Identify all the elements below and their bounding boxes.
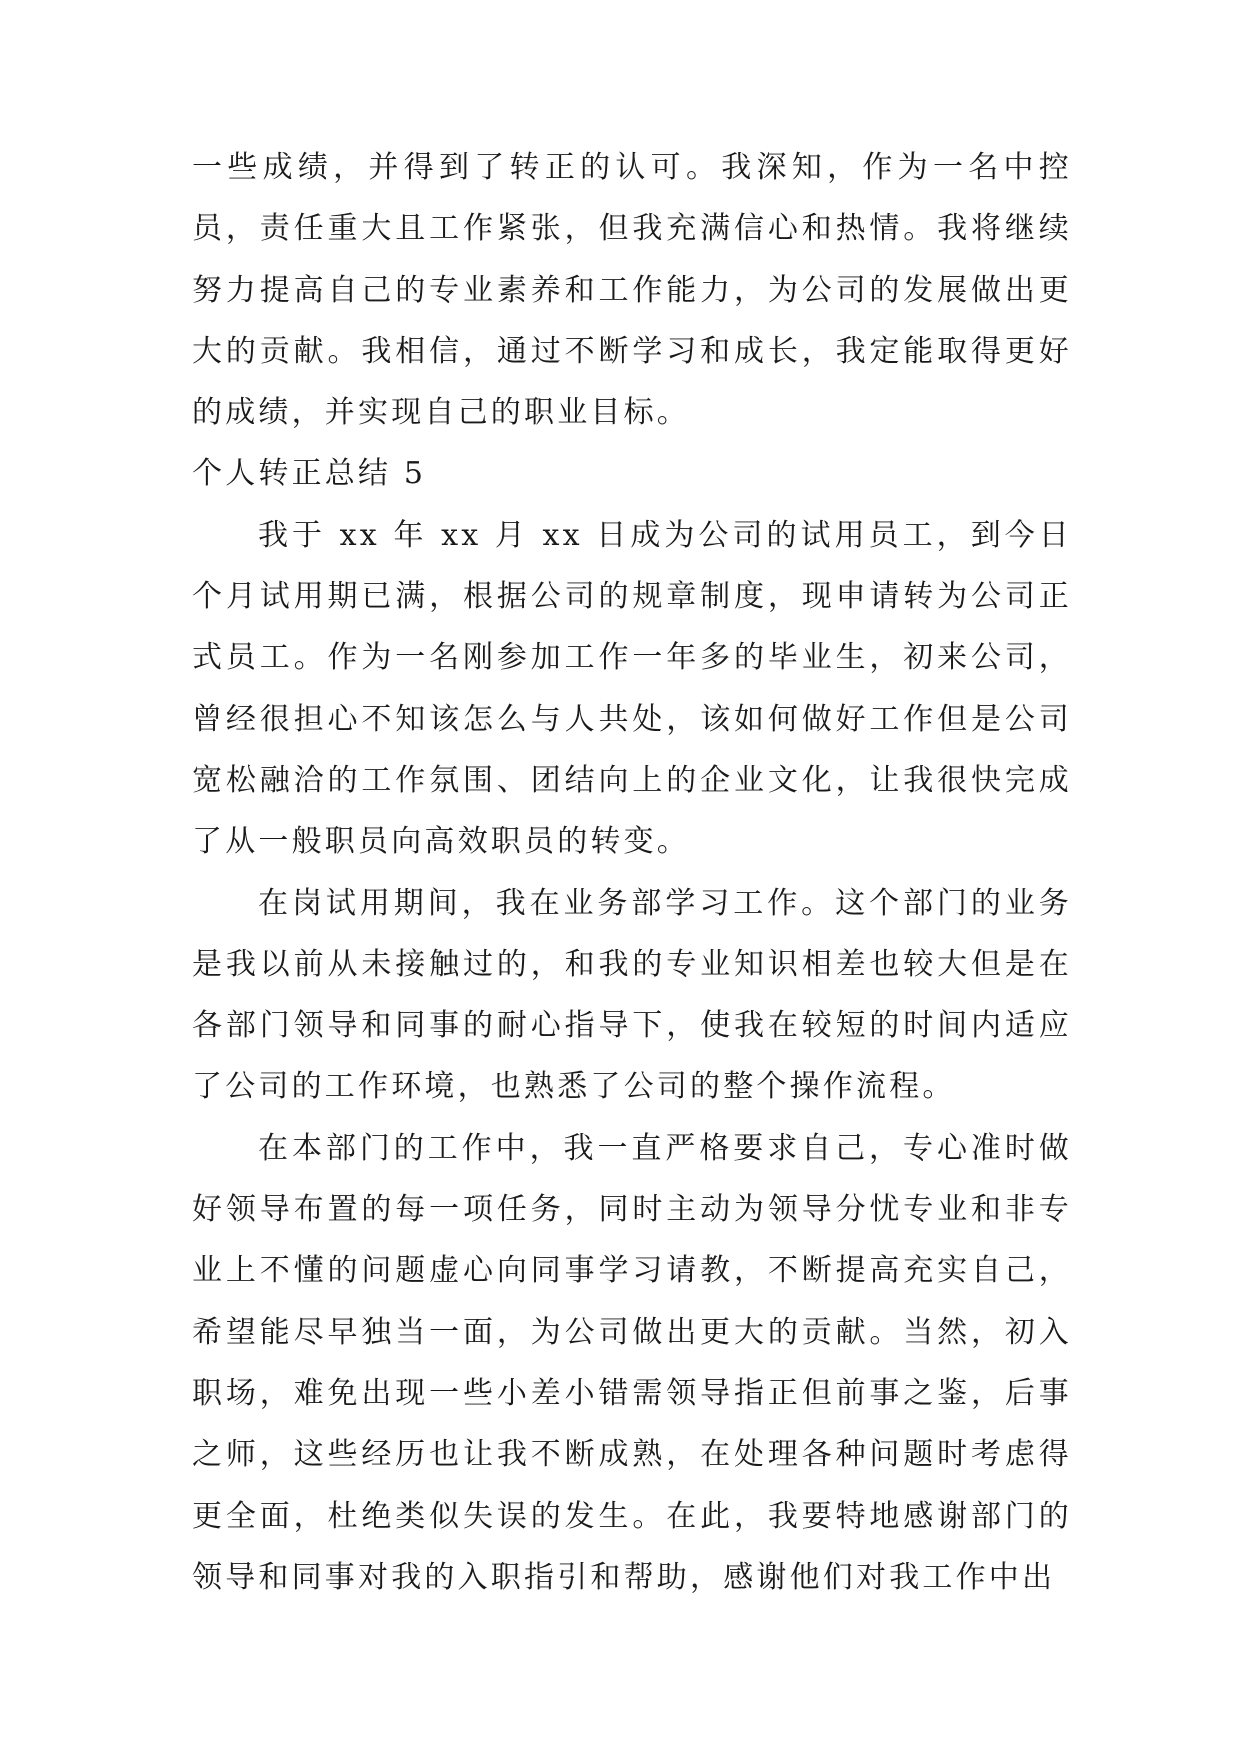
document-body: [192, 137, 1072, 1608]
paragraph-business-department: 在岗试用期间，我在业务部学习工作。这个部门的业务是我以前从未接触过的，和我的专业知识相差也较大但是在各部门领导和同事的耐心指导下，使我在较短的时间内适应了公司的工作环境，也熟悉了公司的整个操作流程。: [192, 885, 1072, 1105]
section-heading: 个人转正总结 5: [192, 456, 427, 492]
paragraph-department-work: 在本部门的工作中，我一直严格要求自己，专心准时做好领导布置的每一项任务，同时主动为领导分忧专业和非专业上不懂的问题虚心向同事学习请教，不断提高充实自己，希望能尽早独当一面，为公司做出更大的贡献。当然，初入职场，难免出现一些小差小错需领导指正但前事之鉴，后事之师，这些经历也让我不断成熟，在处理各种问题时考虑得更全面，杜绝类似失误的发生。在此，我要特地感谢部门的领导和同事对我的入职指引和帮助，感谢他们对我工作中出: [192, 1130, 1072, 1595]
continued-paragraph: 一些成绩，并得到了转正的认可。我深知，作为一名中控员，责任重大且工作紧张，但我充满信心和热情。我将继续努力提高自己的专业素养和工作能力，为公司的发展做出更大的贡献。我相信，通过不断学习和成长，我定能取得更好的成绩，并实现自己的职业目标。: [192, 150, 1072, 431]
paragraph-probation-intro: 我于 xx 年 xx 月 xx 日成为公司的试用员工，到今日个月试用期已满，根据公司的规章制度，现申请转为公司正式员工。作为一名刚参加工作一年多的毕业生，初来公司，曾经很担心不知该怎么与人共处，该如何做好工作但是公司宽松融洽的工作氛围、团结向上的企业文化，让我很快完成了从一般职员向高效职员的转变。: [192, 517, 1072, 860]
